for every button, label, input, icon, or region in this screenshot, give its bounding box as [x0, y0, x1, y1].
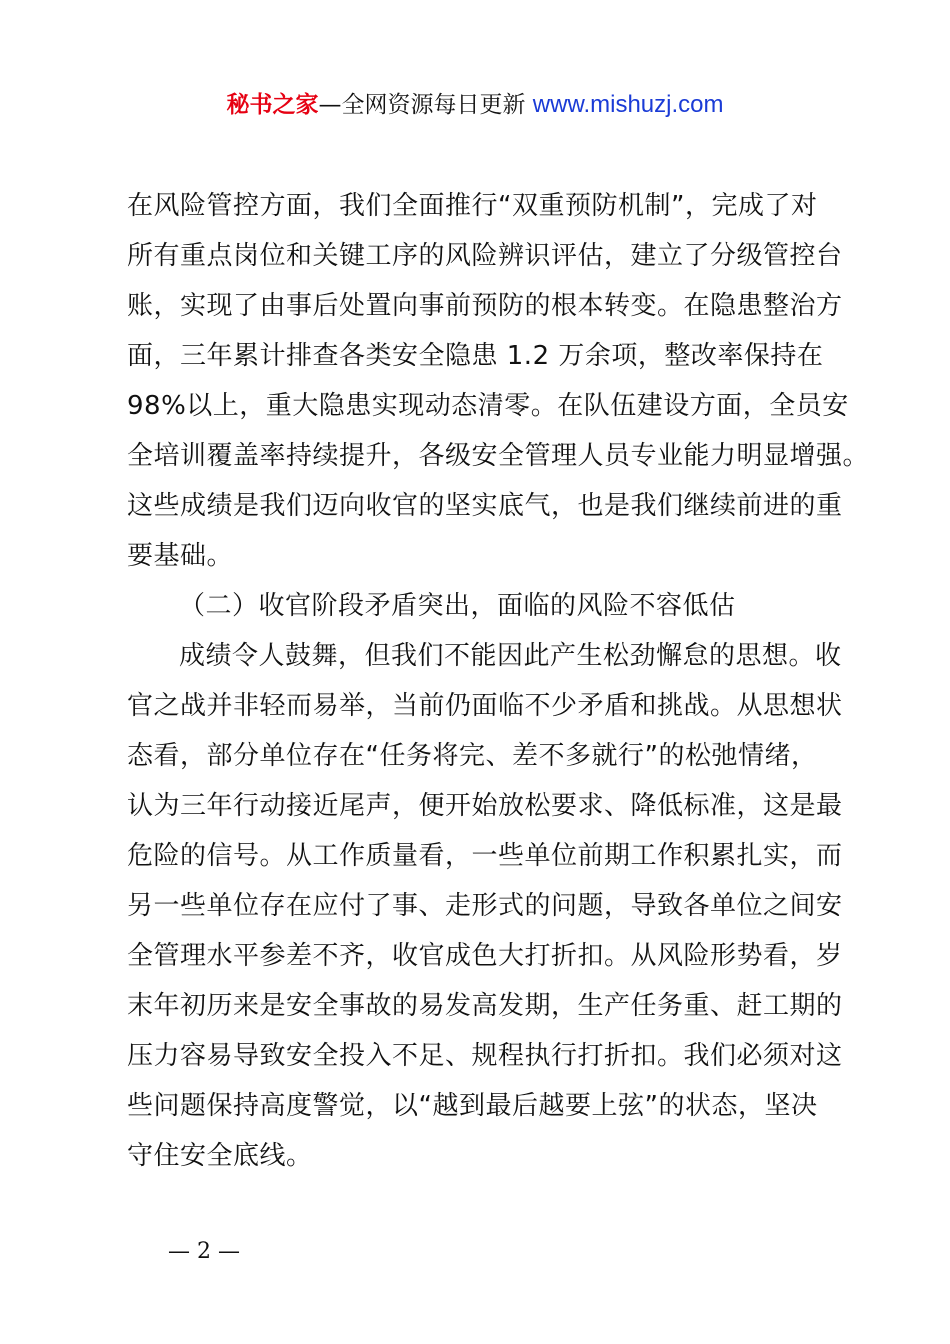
header-url[interactable]: www.mishuzj.com: [532, 91, 724, 118]
page-header: [0, 88, 950, 122]
paragraph-line: 这些成绩是我们迈向收官的坚实底气，也是我们继续前进的重: [127, 491, 843, 521]
paragraph-line: 另一些单位存在应付了事、走形式的问题，导致各单位之间安: [127, 891, 843, 921]
header-tagline: —全网资源每日更新: [318, 92, 533, 118]
paragraph-line: 在风险管控方面，我们全面推行“双重预防机制”，完成了对: [127, 191, 818, 221]
paragraph-line: 98%以上，重大隐患实现动态清零。在队伍建设方面，全员安: [127, 391, 849, 421]
paragraph-line: 末年初历来是安全事故的易发高发期，生产任务重、赶工期的: [127, 991, 843, 1021]
header-brand: 秘书之家: [226, 92, 319, 118]
paragraph-line: 全管理水平参差不齐，收官成色大打折扣。从风险形势看，岁: [127, 941, 843, 971]
paragraph-line: 态看，部分单位存在“任务将完、差不多就行”的松弛情绪，: [127, 741, 818, 771]
paragraph-line: 危险的信号。从工作质量看，一些单位前期工作积累扎实，而: [127, 841, 843, 871]
paragraph-line: 压力容易导致安全投入不足、规程执行打折扣。我们必须对这: [127, 1041, 843, 1071]
paragraph-line: 面，三年累计排查各类安全隐患 1.2 万余项，整改率保持在: [127, 341, 824, 371]
paragraph-line: 官之战并非轻而易举，当前仍面临不少矛盾和挑战。从思想状: [127, 691, 843, 721]
paragraph-line: 成绩令人鼓舞，但我们不能因此产生松劲懈怠的思想。收: [179, 641, 842, 671]
paragraph-line: 守住安全底线。: [127, 1141, 313, 1171]
paragraph-line: 要基础。: [127, 541, 234, 571]
page-number: — 2 —: [168, 1239, 240, 1264]
section-heading: （二）收官阶段矛盾突出，面临的风险不容低估: [179, 591, 736, 621]
paragraph-line: 所有重点岗位和关键工序的风险辨识评估，建立了分级管控台: [127, 241, 843, 271]
paragraph-line: 些问题保持高度警觉，以“越到最后越要上弦”的状态，坚决: [127, 1091, 818, 1121]
paragraph-line: 全培训覆盖率持续提升，各级安全管理人员专业能力明显增强。: [127, 441, 870, 471]
document-body: [127, 181, 870, 1181]
paragraph-line: 账，实现了由事后处置向事前预防的根本转变。在隐患整治方: [127, 291, 843, 321]
paragraph-line: 认为三年行动接近尾声，便开始放松要求、降低标准，这是最: [127, 791, 843, 821]
